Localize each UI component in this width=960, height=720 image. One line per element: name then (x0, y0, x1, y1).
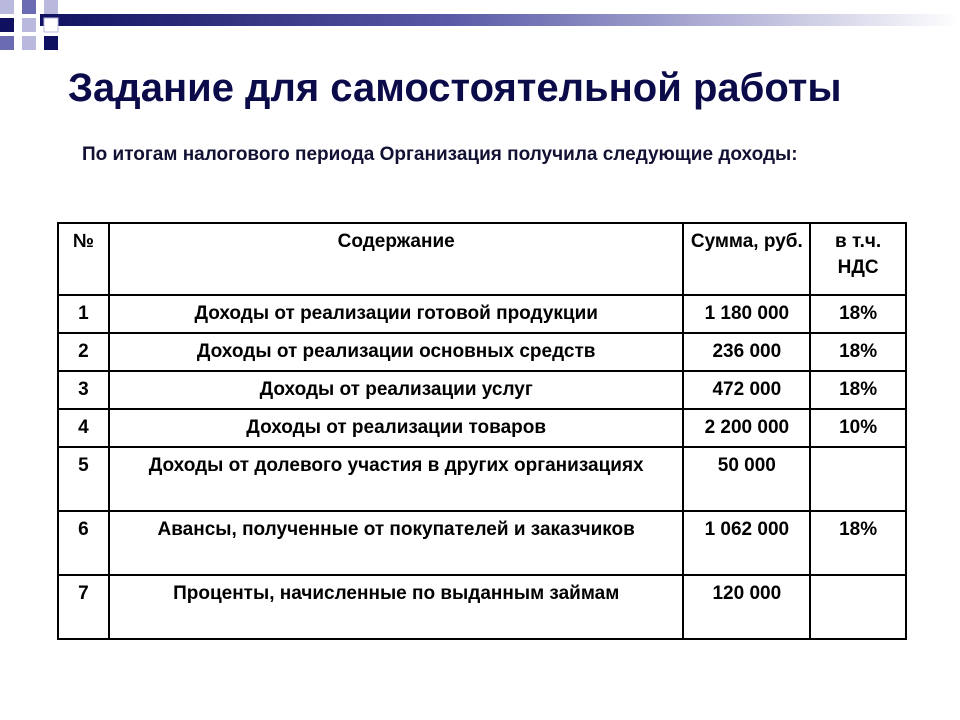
deco-square (0, 0, 14, 14)
cell-sum: 120 000 (683, 575, 810, 639)
cell-sum: 2 200 000 (683, 409, 810, 447)
table-row (58, 333, 906, 371)
header-sum: Сумма, руб. (683, 223, 810, 295)
cell-num: 3 (58, 371, 109, 409)
table-row (58, 371, 906, 409)
cell-num: 7 (58, 575, 109, 639)
cell-num: 6 (58, 511, 109, 575)
cell-description: Доходы от долевого участия в других организациях (109, 447, 684, 511)
income-table (57, 222, 907, 640)
table-row (58, 409, 906, 447)
cell-vat (810, 447, 906, 511)
deco-square (22, 18, 36, 32)
intro-text: По итогам налогового периода Организация получила следующие доходы: (82, 144, 798, 165)
header-vat: в т.ч. НДС (810, 223, 906, 295)
cell-description: Доходы от реализации услуг (109, 371, 684, 409)
cell-vat: 18% (810, 333, 906, 371)
table-row (58, 295, 906, 333)
cell-vat (810, 575, 906, 639)
slide-title: Задание для самостоятельной работы (68, 66, 842, 110)
cell-vat: 18% (810, 371, 906, 409)
cell-sum: 1 062 000 (683, 511, 810, 575)
table-row (58, 575, 906, 639)
header-description: Содержание (109, 223, 684, 295)
cell-num: 1 (58, 295, 109, 333)
table-row (58, 511, 906, 575)
header-gradient-bar (40, 14, 960, 26)
cell-description: Доходы от реализации основных средств (109, 333, 684, 371)
cell-sum: 236 000 (683, 333, 810, 371)
deco-square (22, 36, 36, 50)
cell-vat: 18% (810, 295, 906, 333)
cell-description: Доходы от реализации товаров (109, 409, 684, 447)
table-row (58, 447, 906, 511)
deco-square (0, 18, 14, 32)
cell-sum: 472 000 (683, 371, 810, 409)
cell-description: Доходы от реализации готовой продукции (109, 295, 684, 333)
deco-square (44, 36, 58, 50)
header-decoration (0, 0, 960, 60)
deco-square (44, 0, 58, 14)
cell-vat: 18% (810, 511, 906, 575)
cell-num: 2 (58, 333, 109, 371)
cell-sum: 1 180 000 (683, 295, 810, 333)
deco-square (44, 18, 58, 32)
deco-square (0, 36, 14, 50)
cell-sum: 50 000 (683, 447, 810, 511)
cell-vat: 10% (810, 409, 906, 447)
cell-description: Проценты, начисленные по выданным займам (109, 575, 684, 639)
deco-square (22, 0, 36, 14)
table-header-row (58, 223, 906, 295)
header-num: № (58, 223, 109, 295)
cell-num: 4 (58, 409, 109, 447)
cell-description: Авансы, полученные от покупателей и заказчиков (109, 511, 684, 575)
cell-num: 5 (58, 447, 109, 511)
